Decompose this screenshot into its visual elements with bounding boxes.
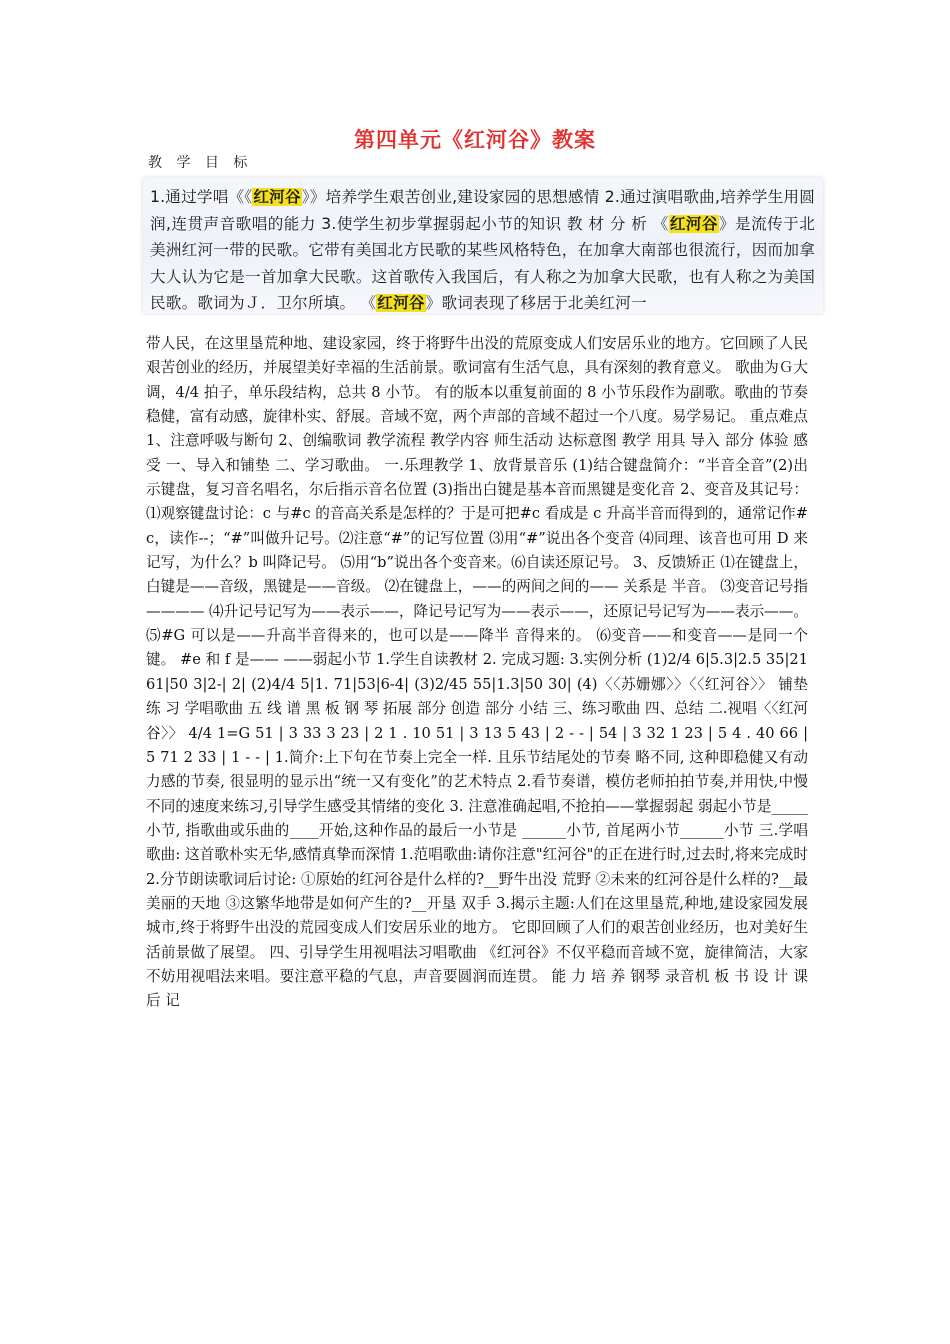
banner-text-segment: 1.通过学唱《《 <box>150 188 253 206</box>
objectives-banner-image <box>143 178 823 313</box>
banner-text-segment: 》是流传于北美洲红河一带的民歌。它带有美国北方民歌的某些风格特色，在加拿大南部也很流行，因而加拿大人认为它是一首加拿大民歌。这首歌传入我国后，有人称之为加拿大民歌，也有人称之为美国民歌。歌词为Ｊ．卫尔所填。 《 <box>150 214 816 312</box>
highlighted-song-title: 红河谷 <box>253 188 301 206</box>
banner-text-segment: 》歌词表现了移居于北美红河一 <box>425 294 647 312</box>
banner-paragraph <box>150 184 815 313</box>
highlighted-song-title: 红河谷 <box>377 294 425 312</box>
banner-text-segment: 》》培养学生艰苦创业,建设家园的思想感情 2.通过演唱歌曲,培养学生用圆润,连贯声音歌唱的能力 3.使学生初步掌握弱起小节的知识 教 材 分 析 《 <box>150 188 815 233</box>
section-heading: 教 学 目 标 <box>148 155 253 171</box>
lesson-plan-body: 带人民，在这里垦荒种地、建设家园，终于将野牛出没的荒原变成人们安居乐业的地方。它回顾了人民艰苦创业的经历，并展望美好幸福的生活前景。歌词富有生活气息，具有深刻的教育意义。 歌曲为Ｇ大调，4/4 拍子，单乐段结构，总共 8 小节。 有的版本以重复前面的 8 小节乐段作为副歌。歌曲的节奏稳健，富有动感，旋律朴实、舒展。音域不宽，两个声部的音域不超过一个八度。易学易记。 重点难点 1、注意呼吸与断句 2、创编歌词 教学流程 教学内容 师生活动 达标意图 教学 用具 导入 部分 体验 感受 一、导入和铺垫 二、学习歌曲。 一.乐理教学 1、放背景音乐 (1)结合键盘简介：“半音全音”(2)出示键盘，复习音名唱名，尔后指示音名位置 (3)指出白键是基本音而黑键是变化音 2、变音及其记号：⑴观察键盘讨论：c 与#c 的音高关系是怎样的？于是可把#c 看成是 c 升高半音而得到的，通常记作#c，读作--；“#”叫做升记号。⑵注意“#”的记写位置 ⑶用“#”说出各个变音 ⑷同理、该音也可用 D 来记写，为什么？b 叫降记号。 ⑸用“b”说出各个变音来。⑹自读还原记号。 3、反馈矫正 ⑴在键盘上，白键是——音级，黑键是——音级。 ⑵在键盘上，——的两间之间的—— 关系是 半音。 ⑶变音记号指———— ⑷升记号记写为——表示——，降记号记写为——表示——，还原记号记写为——表示——。 ⑸#G 可以是——升高半音得来的，也可以是——降半 音得来的。 ⑹变音——和变音——是同一个键。 #e 和 f 是—— ——弱起小节 1.学生自读教材 2. 完成习题: 3.实例分析 (1)2/4 6|5.3|2.5 35|21 61|50 3|2-| 2| (2)4/4 5|1. 71|53|6-4| (3)2/45 55|1.3|50 30| (4)〈〈苏姗娜〉〉〈〈红河谷〉〉 铺垫 练 习 学唱歌曲 五 线 谱 黑 板 钢 琴 拓展 部分 创造 部分 小结 三、练习歌曲 四、总结 二.视唱〈〈红河谷〉〉 4/4 1=G 51 | 3 33 3 23 | 2 1 . 10 51 | 3 13 5 43 | 2 - - | 54 | 3 32 1 23 | 5 4 . 40 66 | 5 71 2 33 | 1 - - | 1.简介:上下句在节奏上完全一样. 且乐节结尾处的节奏 略不同, 这种即稳健又有动力感的节奏, 很显明的显示出“统一又有变化”的艺术特点 2.看节奏谱，模仿老师拍拍节奏,并用快,中慢不同的速度来练习,引导学生感受其情绪的变化 3. 注意准确起唱,不抢拍——掌握弱起 弱起小节是_____ 小节, 指歌曲或乐曲的____开始,这种作品的最后一小节是 ______小节, 首尾两小节______小节 三.学唱歌曲: 这首歌朴实无华,感情真挚而深情 1.范唱歌曲:请你注意"红河谷"的正在进行时,过去时,将来完成时 2.分节朗读歌词后讨论: ①原始的红河谷是什么样的?__野牛出没 荒野 ②未来的红河谷是什么样的?__最美丽的天地 ③这繁华地带是如何产生的?__开垦 双手 3.揭示主题:人们在这里垦荒,种地,建设家园发展城市,终于将野牛出没的荒园变成人们安居乐业的地方。 它即回顾了人们的艰苦创业经历，也对美好生活前景做了展望。 四、引导学生用视唱法习唱歌曲 《红河谷》不仅平稳而音域不宽，旋律简洁，大家不妨用视唱法来唱。要注意平稳的气息，声音要圆润而连贯。 能 力 培 养 钢琴 录音机 板 书 设 计 课 后 记 <box>146 335 808 1010</box>
highlighted-song-title: 红河谷 <box>669 214 718 233</box>
document-title: 第四单元《红河谷》教案 <box>354 128 596 152</box>
